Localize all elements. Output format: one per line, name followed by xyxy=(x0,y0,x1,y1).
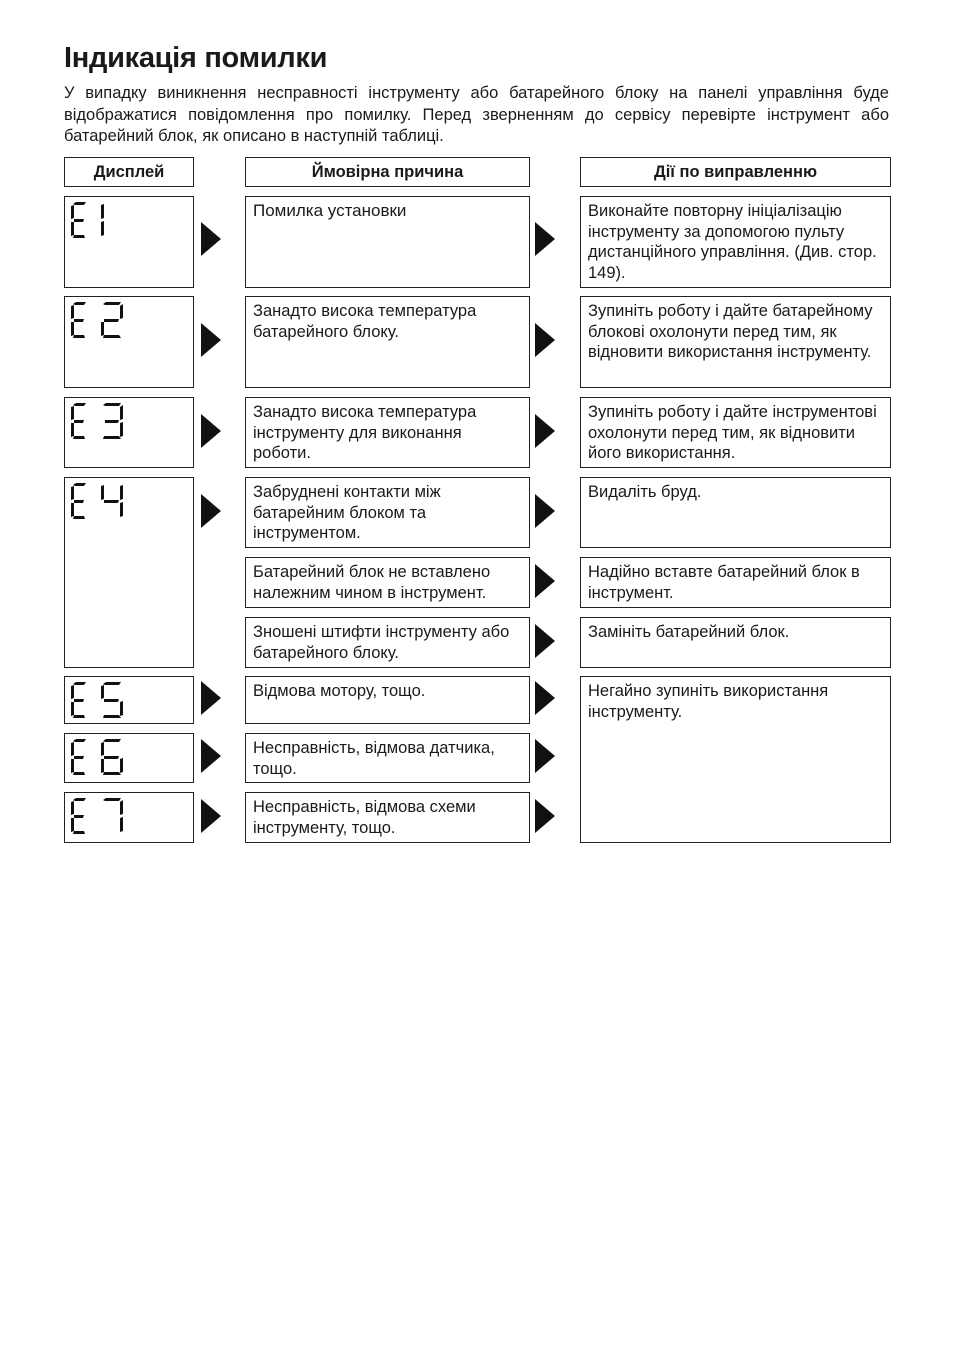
cause-cell: Забруднені контакти між батарейним блоком та інструментом. xyxy=(245,477,530,548)
e4-seven-segment-icon xyxy=(71,482,126,522)
cause-cell: Відмова мотору, тощо. xyxy=(245,676,530,724)
arrow-right-icon xyxy=(535,681,555,715)
arrow-right-icon xyxy=(201,799,221,833)
arrow-right-icon xyxy=(535,414,555,448)
action-cell: Замініть батарейний блок. xyxy=(580,617,891,668)
e5-seven-segment-icon xyxy=(71,681,126,721)
arrow-right-icon xyxy=(201,414,221,448)
cause-cell: Батарейний блок не вставлено належним чином в інструмент. xyxy=(245,557,530,608)
e2-seven-segment-icon xyxy=(71,301,126,341)
display-cell-e1 xyxy=(64,196,194,288)
display-cell-e7 xyxy=(64,792,194,843)
action-cell: Зупиніть роботу і дайте батарейному блокові охолонути перед тим, як відновити використання інструменту. xyxy=(580,296,891,388)
cause-cell: Занадто висока температура інструменту для виконання роботи. xyxy=(245,397,530,468)
arrow-right-icon xyxy=(535,222,555,256)
arrow-right-icon xyxy=(535,739,555,773)
cause-cell: Несправність, відмова схеми інструменту, тощо. xyxy=(245,792,530,843)
page-title: Індикація помилки xyxy=(64,42,328,74)
arrow-right-icon xyxy=(201,222,221,256)
display-cell-e4 xyxy=(64,477,194,668)
display-cell-e2 xyxy=(64,296,194,388)
arrow-right-icon xyxy=(201,494,221,528)
e3-seven-segment-icon xyxy=(71,402,126,442)
e6-seven-segment-icon xyxy=(71,738,126,778)
e7-seven-segment-icon xyxy=(71,797,126,837)
action-cell: Видаліть бруд. xyxy=(580,477,891,548)
arrow-right-icon xyxy=(535,494,555,528)
display-cell-e6 xyxy=(64,733,194,783)
cause-cell: Несправність, відмова датчика, тощо. xyxy=(245,733,530,783)
action-cell: Негайно зупиніть використання інструменту. xyxy=(580,676,891,843)
cause-cell: Занадто висока температура батарейного блоку. xyxy=(245,296,530,388)
header-cause: Ймовірна причина xyxy=(245,157,530,187)
action-cell: Зупиніть роботу і дайте інструментові охолонути перед тим, як відновити його використання. xyxy=(580,397,891,468)
arrow-right-icon xyxy=(201,681,221,715)
arrow-right-icon xyxy=(535,323,555,357)
intro-paragraph: У випадку виникнення несправності інструменту або батарейного блоку на панелі управління буде відображатися повідомлення про помилку. Перед зверненням до сервісу перевірте інструмент або батарейний блок, як описано в наступній таблиці. xyxy=(64,84,889,145)
action-cell: Надійно вставте батарейний блок в інструмент. xyxy=(580,557,891,608)
display-cell-e5 xyxy=(64,676,194,724)
arrow-right-icon xyxy=(535,564,555,598)
cause-cell: Зношені штифти інструменту або батарейного блоку. xyxy=(245,617,530,668)
arrow-right-icon xyxy=(201,739,221,773)
cause-cell: Помилка установки xyxy=(245,196,530,288)
display-cell-e3 xyxy=(64,397,194,468)
arrow-right-icon xyxy=(201,323,221,357)
arrow-right-icon xyxy=(535,799,555,833)
e1-seven-segment-icon xyxy=(71,201,111,241)
action-cell: Виконайте повторну ініціалізацію інструменту за допомогою пульту дистанційного управління. (Див. стор. 149). xyxy=(580,196,891,288)
header-display: Дисплей xyxy=(64,157,194,187)
arrow-right-icon xyxy=(535,624,555,658)
header-action: Дії по виправленню xyxy=(580,157,891,187)
